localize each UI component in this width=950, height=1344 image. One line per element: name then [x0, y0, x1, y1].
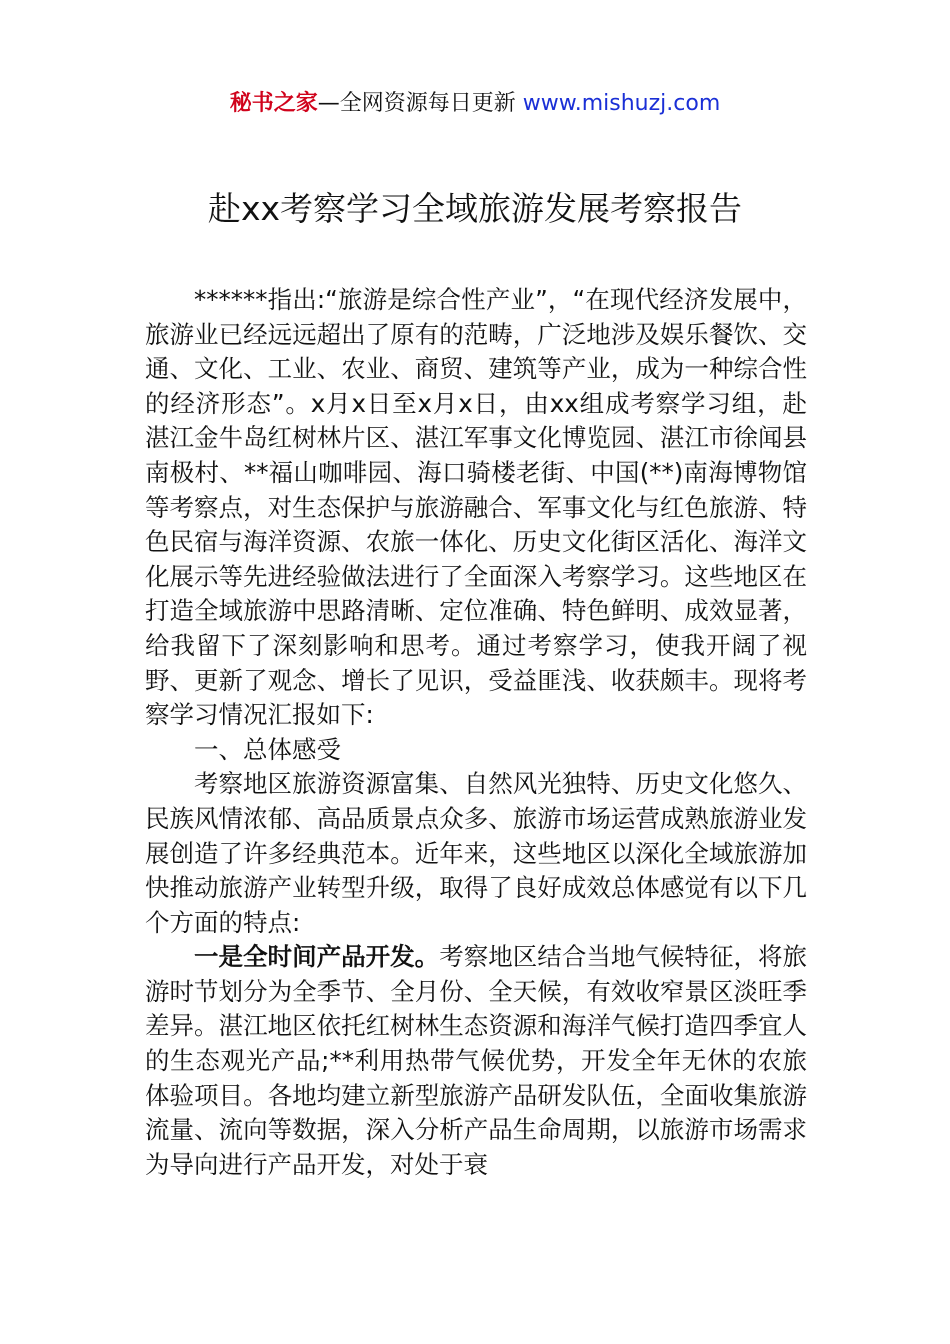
point-lead: 一是全时间产品开发。: [194, 942, 440, 972]
point-text: 考察地区结合当地气候特征，将旅游时节划分为全季节、全月份、全天候，有效收窄景区淡旺季差异。湛江地区依托红树林生态资源和海洋气候打造四季宜人的生态观光产品;**利用热带气候优势，开发全年无休的农旅体验项目。各地均建立新型旅游产品研发队伍，全面收集旅游流量、流向等数据，深入分析产品生命周期，以旅游市场需求为导向进行产品开发，对处于衰: [145, 942, 808, 1179]
point-paragraph: [145, 940, 807, 1182]
intro-paragraph: ******指出:“旅游是综合性产业”，“在现代经济发展中，旅游业已经远远超出了原有的范畴，广泛地涉及娱乐餐饮、交通、文化、工业、农业、商贸、建筑等产业，成为一种综合性的经济形态”。x月x日至x月x日，由xx组成考察学习组，赴湛江金牛岛红树林片区、湛江军事文化博览园、湛江市徐闻县南极村、**福山咖啡园、海口骑楼老街、中国(**)南海博物馆等考察点，对生态保护与旅游融合、军事文化与红色旅游、特色民宿与海洋资源、农旅一体化、历史文化街区活化、海洋文化展示等先进经验做法进行了全面深入考察学习。这些地区在打造全域旅游中思路清晰、定位准确、特色鲜明、成效显著，给我留下了深刻影响和思考。通过考察学习，使我开阔了视野、更新了观念、增长了见识，受益匪浅、收获颇丰。现将考察学习情况汇报如下:: [145, 285, 807, 730]
section-heading: 一、总体感受: [194, 734, 341, 764]
document-title: 赴xx考察学习全域旅游发展考察报告: [207, 189, 743, 228]
site-banner: [0, 88, 950, 120]
section-paragraph: 考察地区旅游资源富集、自然风光独特、历史文化悠久、民族风情浓郁、高品质景点众多、旅游市场运营成熟旅游业发展创造了许多经典范本。近年来，这些地区以深化全域旅游加快推动旅游产业转型升级，取得了良好成效总体感觉有以下几个方面的特点:: [145, 769, 807, 937]
site-url-link[interactable]: www.mishuzj.com: [522, 91, 721, 116]
document-body: [145, 283, 807, 1182]
banner-slogan: —全网资源每日更新: [317, 91, 523, 116]
brand-name: 秘书之家: [229, 91, 318, 116]
